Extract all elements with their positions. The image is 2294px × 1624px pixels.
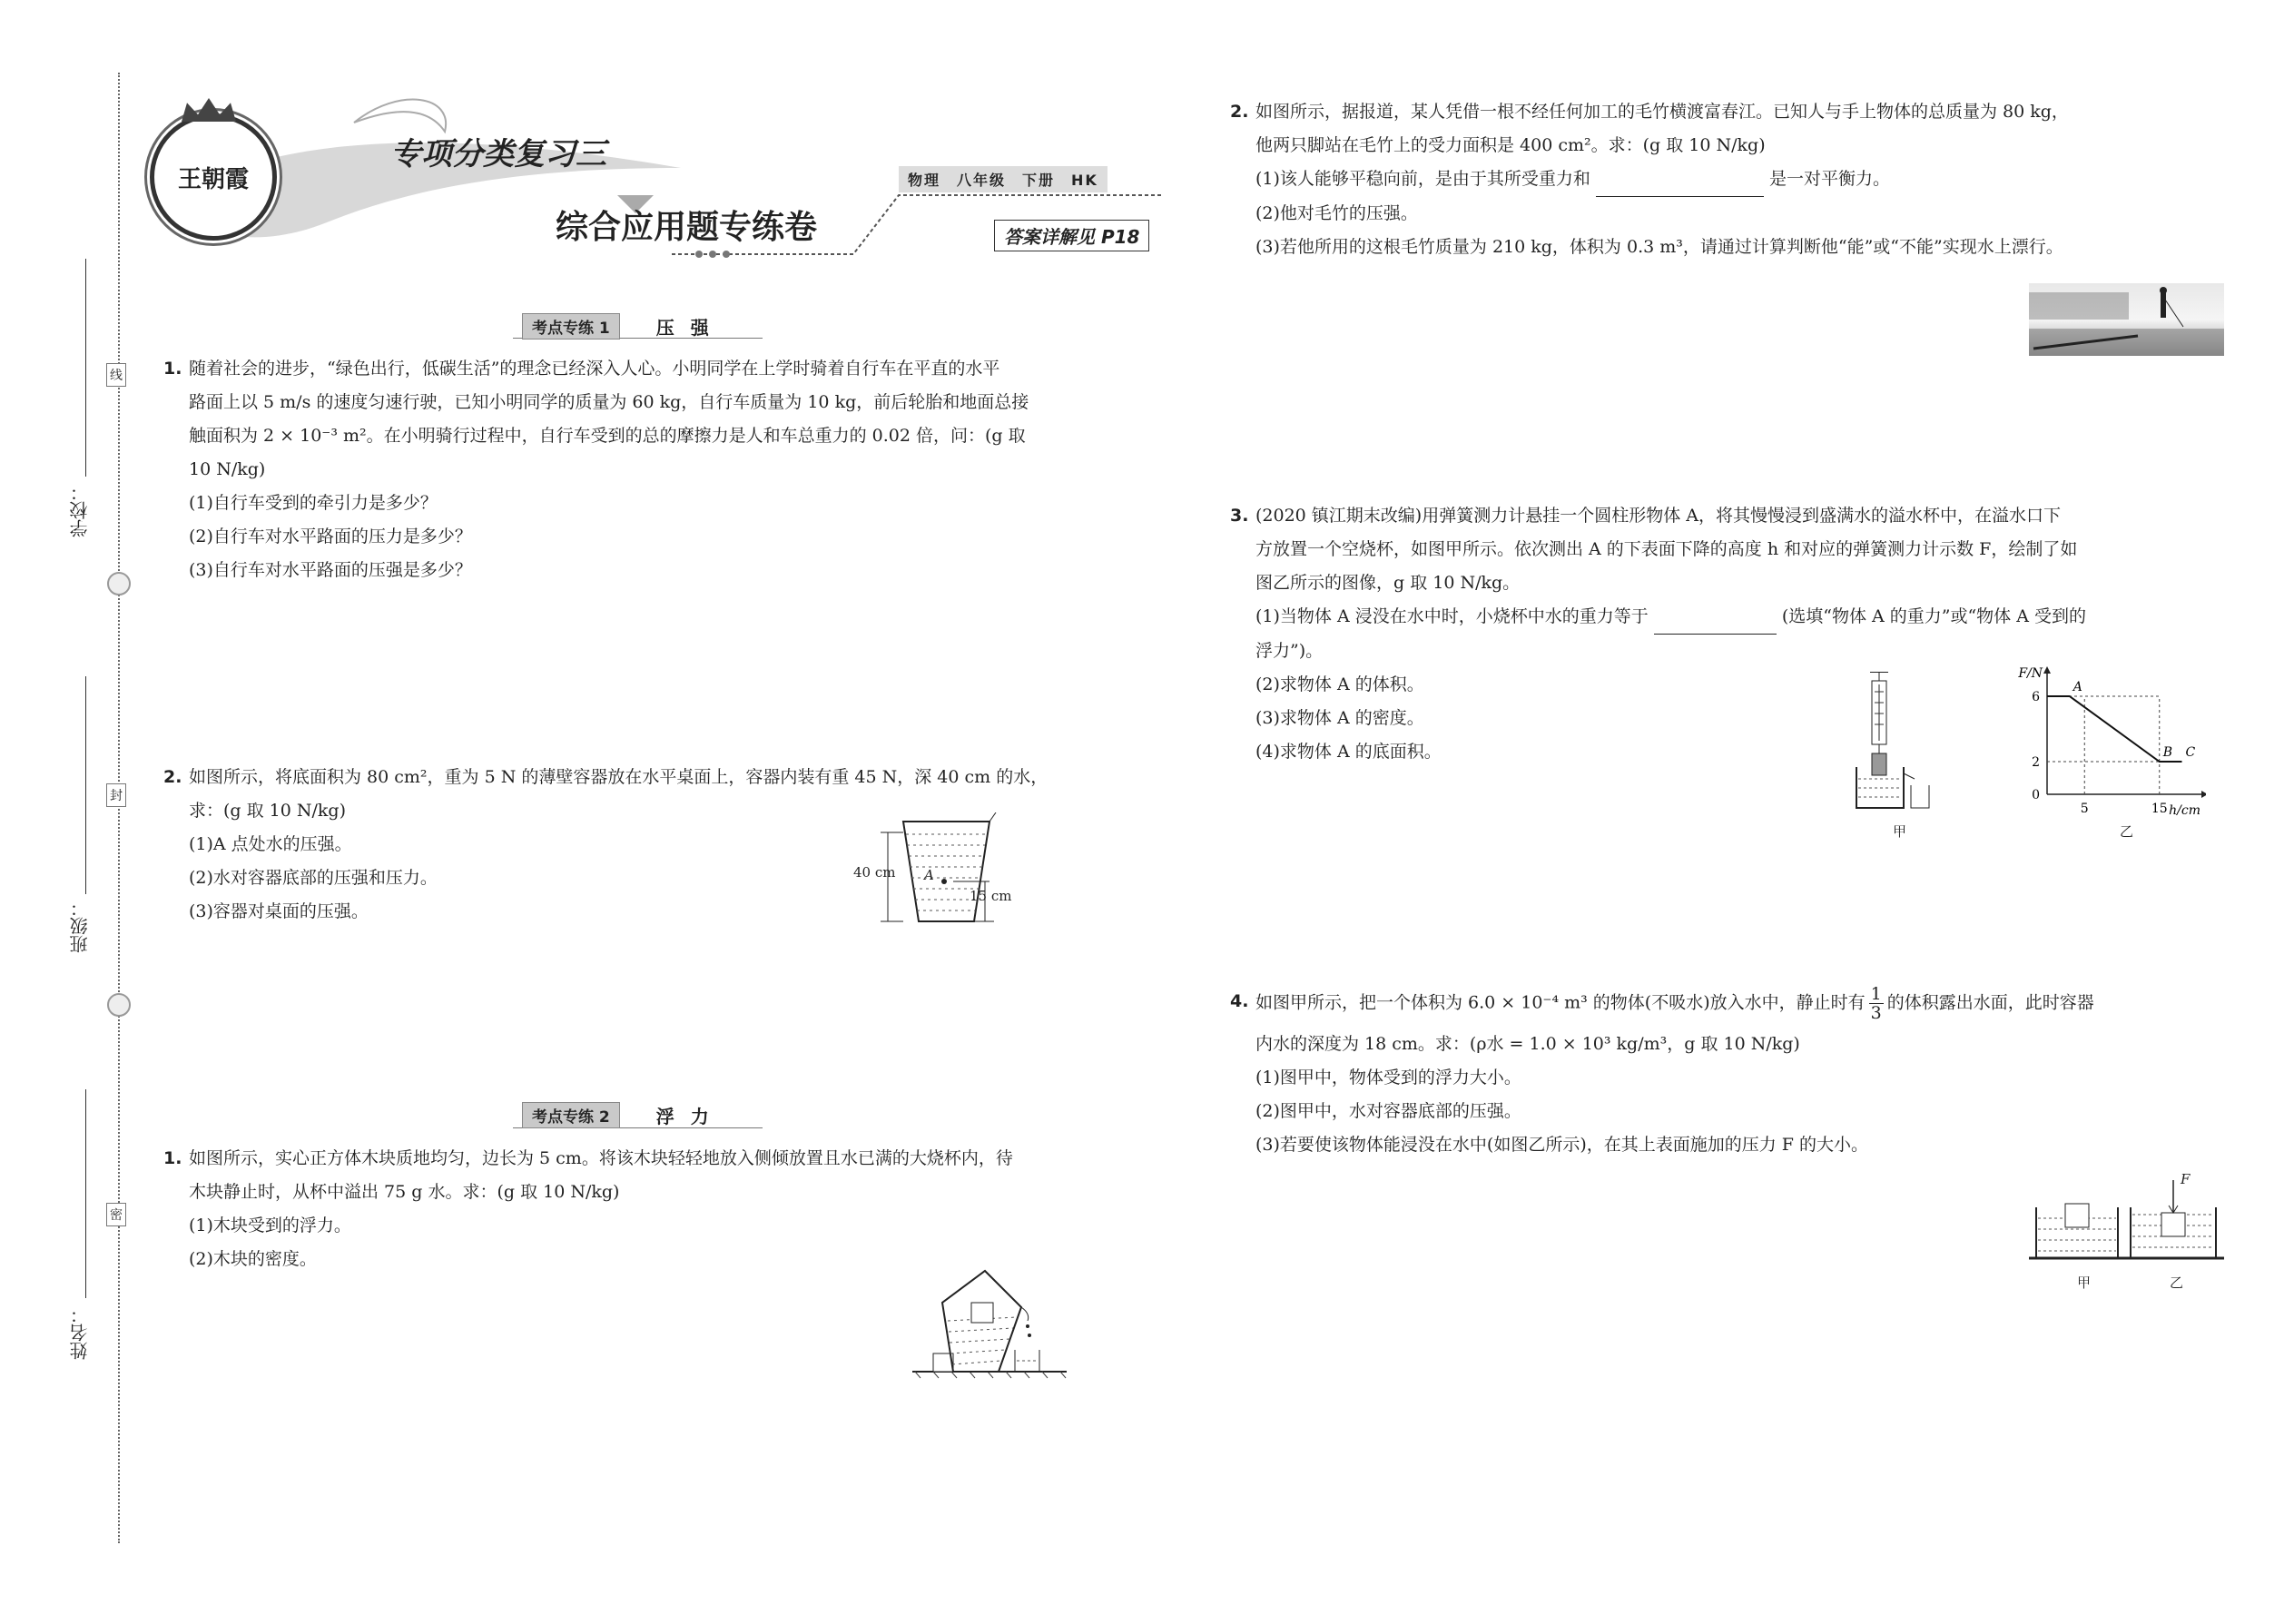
series-title: 专项分类复习三: [390, 136, 606, 172]
school-field-line[interactable]: [85, 259, 86, 477]
buoyancy-question-2: [1230, 95, 2229, 264]
spring-scale-figure: [1838, 672, 1956, 812]
sub-question: (3)自行车对水平路面的压强是多少？: [189, 560, 472, 580]
x-tick-label: 15: [2151, 802, 2168, 816]
school-label: 学校：: [69, 483, 91, 537]
answer-blank[interactable]: [1596, 162, 1764, 197]
section-1-title: 压强: [655, 316, 725, 339]
sub-question-1: [1255, 162, 2229, 197]
answer-blank[interactable]: [1654, 600, 1777, 635]
sub-question: (2)他对毛竹的压强。: [1255, 203, 1418, 223]
sub-question: (2)自行车对水平路面的压力是多少？: [189, 527, 472, 546]
question-text: (2020 镇江期末改编)用弹簧测力计悬挂一个圆柱形物体 A，将其慢慢浸到盛满水的溢水杯中，在溢水口下: [1255, 506, 2061, 526]
x-axis-label: h/cm: [2169, 803, 2200, 817]
question-number: 2.: [1230, 102, 1249, 122]
x-tick-label: 5: [2080, 802, 2089, 816]
sub-question: (1)图甲中，物体受到的浮力大小。: [1255, 1068, 1521, 1088]
question-text: 木块静止时，从杯中溢出 75 g 水。求：(g 取 10 N/kg): [189, 1182, 620, 1202]
x-axis-arrow: [2201, 791, 2206, 798]
pressure-question-1: [163, 352, 1198, 587]
section-2-box: 考点专练 2: [522, 1102, 620, 1128]
sub-question: (1)A 点处水的压强。: [189, 834, 352, 854]
sub-question: (4)求物体 A 的底面积。: [1255, 742, 1442, 762]
question-text: 的体积露出水面，此时容器: [1886, 992, 2094, 1013]
y-tick-label: 0: [2032, 788, 2040, 802]
tilted-beaker-figure: [908, 1266, 1071, 1380]
book-meta: 物理 八年级 下册 HK: [899, 166, 1108, 192]
y-axis-label: F/N: [2018, 666, 2043, 681]
question-text: 如图所示，实心正方体木块质地均匀，边长为 5 cm。将该木块轻轻地放入侧倾放置且水已满的大烧杯内，待: [189, 1148, 1013, 1168]
sub-question-text: (选填“物体 A 的重力”或“物体 A 受到的: [1781, 606, 2086, 626]
container-depth-label: 40 cm: [853, 864, 896, 881]
question-text: 路面上以 5 m/s 的速度匀速行驶，已知小明同学的质量为 60 kg，自行车质量为 10 kg，前后轮胎和地面总接: [189, 392, 1029, 412]
question-number: 4.: [1230, 991, 1249, 1011]
binding-line: [118, 73, 120, 1543]
class-field-line[interactable]: [85, 676, 86, 894]
point-a-label: A: [924, 867, 934, 883]
name-field-line[interactable]: [85, 1089, 86, 1298]
series-line: [2047, 696, 2182, 762]
page-title: 综合应用题专练卷: [556, 208, 818, 246]
figure-label-yi: 乙: [2170, 1275, 2184, 1291]
binding-ornament-1: [107, 572, 131, 595]
question-text: 方放置一个空烧杯，如图甲所示。依次测出 A 的下表面下降的高度 h 和对应的弹簧测力计示数 F，绘制了如: [1255, 539, 2078, 559]
buoyancy-question-4: [1230, 985, 2229, 1162]
floating-block-figure: [2029, 1171, 2229, 1271]
fraction: [1869, 985, 1884, 1022]
question-text: 如图甲所示，把一个体积为 6.0 × 10⁻⁴ m³ 的物体(不吸水)放入水中，静止时有: [1255, 992, 1866, 1013]
question-text-line-1: [1255, 985, 2229, 1022]
sub-question-text: (1)当物体 A 浸没在水中时，小烧杯中水的重力等于: [1255, 606, 1649, 626]
question-text: 10 N/kg): [189, 459, 266, 479]
point-label: A: [2072, 680, 2082, 694]
force-f-label: F: [2181, 1171, 2191, 1187]
fraction-numerator: 1: [1870, 984, 1882, 1004]
section-1-header: [522, 313, 725, 339]
section-2-title: 浮力: [655, 1105, 725, 1127]
question-number: 2.: [163, 767, 182, 787]
question-text: 内水的深度为 18 cm。求：(ρ水 = 1.0 × 10³ kg/m³，g 取 10 N/kg): [1255, 1034, 1800, 1054]
point-a-height-label: 15 cm: [970, 888, 1012, 904]
figure-label-jia: 甲: [1893, 823, 1907, 840]
question-text: 随着社会的进步，“绿色出行，低碳生活”的理念已经深入人心。小明同学在上学时骑着自行车在平直的水平: [189, 359, 1000, 379]
y-axis-arrow: [2043, 666, 2051, 674]
force-height-chart: [2015, 663, 2206, 817]
figure-label-yi: 乙: [2120, 823, 2134, 840]
sub-question-text: (1)该人能够平稳向前，是由于其所受重力和: [1255, 169, 1590, 189]
question-text: 他两只脚站在毛竹上的受力面积是 400 cm²。求：(g 取 10 N/kg): [1255, 135, 1766, 155]
bamboo-rafting-photo: [2029, 283, 2224, 356]
figure-label-jia: 甲: [2077, 1275, 2092, 1291]
question-number: 1.: [163, 1148, 182, 1168]
seal-mark-3: 密: [106, 1203, 126, 1226]
pressure-question-2: [163, 761, 1198, 929]
seal-mark-2: 封: [106, 783, 126, 807]
sub-question: (3)若要使该物体能浸没在水中(如图乙所示)，在其上表面施加的压力 F 的大小。: [1255, 1135, 1869, 1155]
question-text: 如图所示，将底面积为 80 cm²，重为 5 N 的薄壁容器放在水平桌面上，容器内装有重 45 N，深 40 cm 的水，: [189, 767, 1049, 787]
sub-question: (3)求物体 A 的密度。: [1255, 708, 1424, 728]
seal-mark-1: 线: [106, 363, 126, 387]
sub-question: (1)自行车受到的牵引力是多少？: [189, 493, 438, 513]
y-tick-label: 6: [2032, 690, 2040, 704]
class-label: 班级：: [69, 899, 91, 953]
buoyancy-question-1: [163, 1142, 1198, 1276]
sub-question: (1)木块受到的浮力。: [189, 1216, 351, 1235]
sub-question: (2)水对容器底部的压强和压力。: [189, 868, 438, 888]
sub-question-text: 是一对平衡力。: [1769, 169, 1891, 189]
section-1-box: 考点专练 1: [522, 313, 620, 340]
question-text: 触面积为 2 × 10⁻³ m²。在小明骑行过程中，自行车受到的总的摩擦力是人和车总重力的 0.02 倍，问：(g 取: [189, 426, 1026, 446]
name-label: 姓名：: [69, 1305, 91, 1360]
point-label: C: [2185, 745, 2196, 760]
brand-name: 王朝霞: [177, 165, 249, 193]
question-number: 1.: [163, 359, 182, 379]
question-number: 3.: [1230, 506, 1249, 526]
brand-logo: [150, 113, 277, 241]
sub-question-text: 浮力”)。: [1255, 641, 1324, 661]
binding-ornament-2: [107, 993, 131, 1017]
y-tick-label: 2: [2032, 755, 2040, 770]
section-2-header: [522, 1102, 725, 1127]
sub-question: (2)求物体 A 的体积。: [1255, 674, 1424, 694]
point-label: B: [2162, 745, 2173, 760]
question-text: 如图所示，据报道，某人凭借一根不经任何加工的毛竹横渡富春江。已知人与手上物体的总质量为 80 kg，: [1255, 102, 2069, 122]
fraction-denominator: 3: [1870, 1003, 1882, 1023]
sub-question-1: [1255, 600, 2229, 635]
sub-question: (3)容器对桌面的压强。: [189, 901, 369, 921]
sub-question: (2)图甲中，水对容器底部的压强。: [1255, 1101, 1521, 1121]
question-text: 图乙所示的图像，g 取 10 N/kg。: [1255, 573, 1521, 593]
sub-question: (2)木块的密度。: [189, 1249, 317, 1269]
answer-reference: 答案详解见 P18: [994, 220, 1149, 251]
sub-question: (3)若他所用的这根毛竹质量为 210 kg，体积为 0.3 m³，请通过计算判断他“能”或“不能”实现水上漂行。: [1255, 237, 2063, 257]
question-text: 求：(g 取 10 N/kg): [189, 801, 346, 821]
